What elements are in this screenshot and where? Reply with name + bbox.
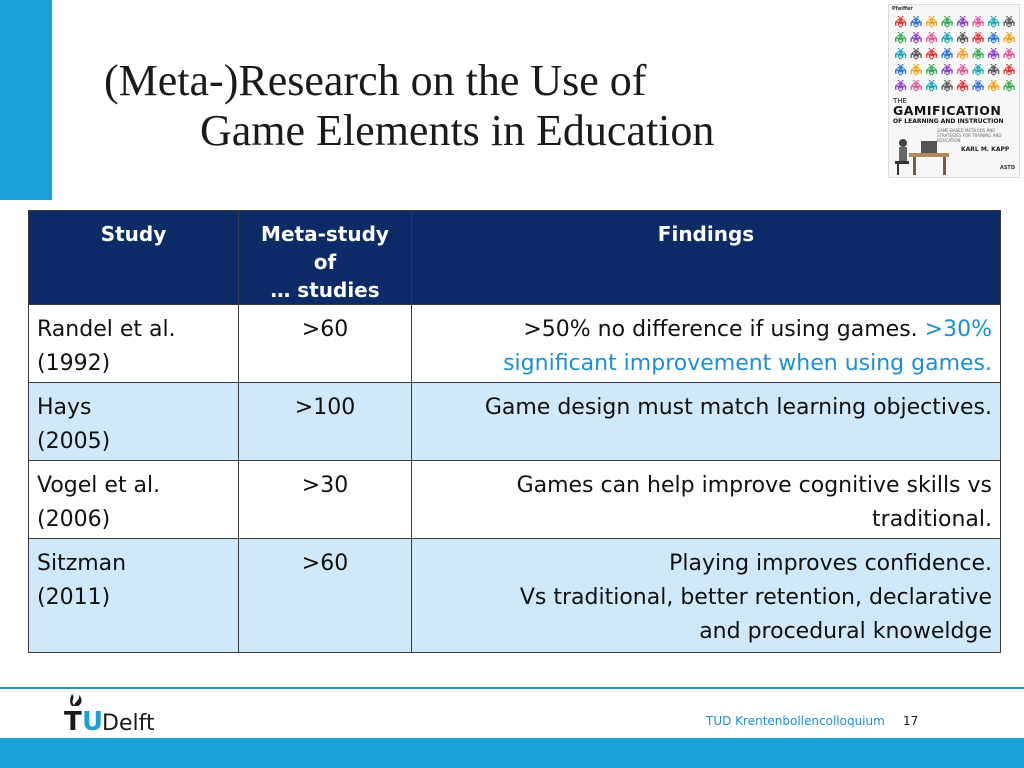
desk-illustration-icon [891,133,953,177]
header-meta-line-2: of [313,250,337,274]
logo-word-delft: Delft [102,711,155,736]
study-count: >60 [239,305,412,383]
table-row [29,539,1001,653]
study-name: Vogel et al. [37,473,161,498]
logo-letter-t: T [64,707,82,736]
study-name: Hays [37,395,92,420]
finding-text: Game design must match learning objectives. [484,395,992,420]
book-title-main: GAMIFICATION [893,103,1002,118]
header-study: Study [29,211,239,305]
book-title-sub: OF LEARNING AND INSTRUCTION [893,118,1004,125]
study-year: (2006) [37,507,111,532]
footer-event-name: TUD Krentenbollencolloquium [706,714,885,728]
book-subtitle: GAME-BASED METHODS AND STRATEGIES FOR TRAINING AND EDUCATION [937,128,1002,143]
finding-text: Playing improves confidence. [669,551,992,576]
finding-cell [412,383,1001,461]
footer-divider [0,687,1024,689]
study-count: >30 [239,461,412,539]
page-number: 17 [903,714,919,728]
slide-title [104,56,874,156]
header-findings: Findings [412,211,1001,305]
study-year: (2005) [37,429,111,454]
slide-title-line-2: Game Elements in Education [200,106,715,155]
book-cover-image [888,4,1020,178]
finding-text: Vs traditional, better retention, declarative [519,585,992,610]
side-accent-bar [0,0,52,200]
bottom-accent-bar [0,738,1024,768]
study-count: >60 [239,539,412,653]
header-meta-line-3: … studies [270,278,380,302]
book-imprint-logo: ASTD [999,165,1015,171]
table-header-row [29,211,1001,305]
finding-text: Games can help improve cognitive skills vs [516,473,992,498]
study-count: >100 [239,383,412,461]
book-title-the: THE [893,97,907,105]
book-author: KARL M. KAPP [961,146,1010,153]
header-meta-line-1: Meta-study [261,222,389,246]
finding-text: and procedural knoweldge [699,619,992,644]
finding-text: traditional. [872,507,992,532]
table-row [29,305,1001,383]
study-year: (2011) [37,585,111,610]
finding-highlight: >30% [924,317,992,342]
tudelft-logo [62,692,172,736]
study-cell [29,461,239,539]
finding-cell [412,305,1001,383]
finding-text: >50% no difference if using games. [523,317,925,342]
flame-icon [70,694,81,706]
book-publisher: Pfeiffer [892,6,913,12]
table-row [29,383,1001,461]
findings-table [28,210,1001,653]
study-name: Sitzman [37,551,127,576]
study-name: Randel et al. [37,317,176,342]
finding-cell [412,539,1001,653]
logo-letter-u: U [82,707,104,736]
finding-highlight: significant improvement when using games. [503,351,992,376]
slide-title-line-1: (Meta-)Research on the Use of [104,56,647,105]
study-cell [29,539,239,653]
space-invader-icon [893,14,1017,94]
finding-cell [412,461,1001,539]
study-year: (1992) [37,351,111,376]
study-cell [29,305,239,383]
study-cell [29,383,239,461]
table-row [29,461,1001,539]
header-meta-study [239,211,412,305]
